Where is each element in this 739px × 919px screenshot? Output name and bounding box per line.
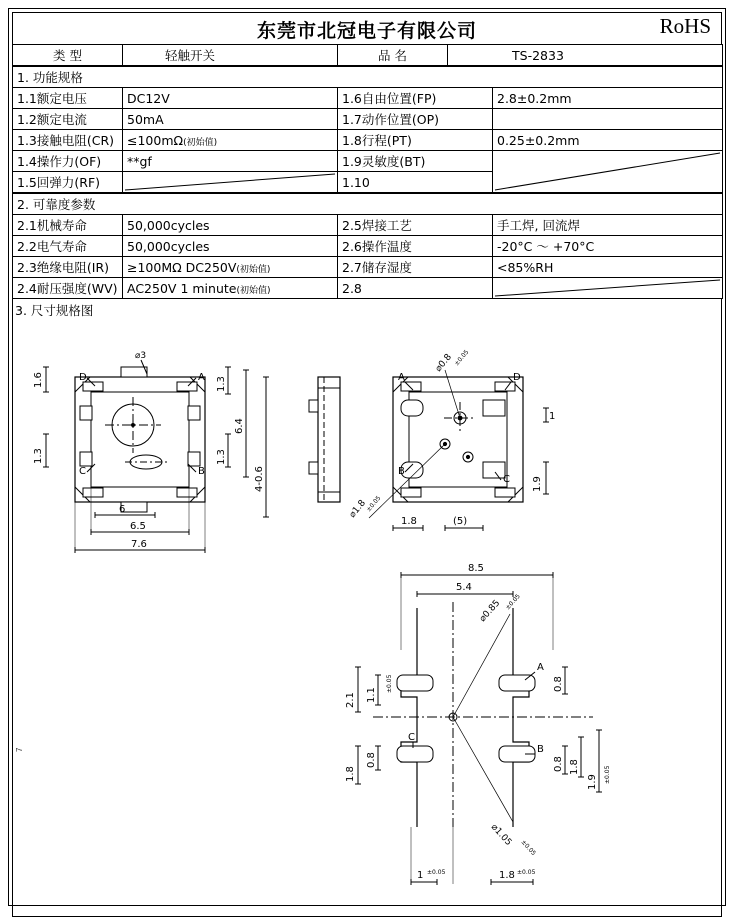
row-value: 手工焊, 回流焊 xyxy=(493,215,723,236)
svg-text:D: D xyxy=(79,372,87,383)
row-value: 50mA xyxy=(123,109,338,130)
table-row xyxy=(13,88,723,109)
empty-slash-cell xyxy=(493,278,723,299)
table-row xyxy=(13,278,723,299)
row-label: 1.10 xyxy=(338,172,493,193)
svg-text:4-0.6: 4-0.6 xyxy=(254,466,265,492)
svg-text:1: 1 xyxy=(549,411,556,422)
name-value: TS-2833 xyxy=(448,45,723,66)
svg-text:(5): (5) xyxy=(453,516,468,527)
row-value: <85%RH xyxy=(493,257,723,278)
table-row xyxy=(13,257,723,278)
section1-title-row xyxy=(13,67,723,88)
row-value: 0.25±0.2mm xyxy=(493,130,723,151)
svg-text:B: B xyxy=(398,466,405,477)
section1-title: 1. 功能规格 xyxy=(13,67,723,88)
page-mark: 7 xyxy=(15,747,24,752)
empty-slash-cell xyxy=(493,151,723,193)
svg-text:A: A xyxy=(398,372,405,383)
svg-text:1.1: 1.1 xyxy=(366,687,377,703)
section3-title: 3. 尺寸规格图 xyxy=(15,303,94,318)
row-label: 1.7动作位置(OP) xyxy=(338,109,493,130)
section2-title-row xyxy=(13,194,723,215)
svg-text:1.8: 1.8 xyxy=(499,870,515,881)
row-label: 2.4耐压强度(WV) xyxy=(13,278,123,299)
view-top xyxy=(33,351,269,553)
table-row xyxy=(13,130,723,151)
table-row xyxy=(13,236,723,257)
view-bottom-right xyxy=(348,349,556,531)
svg-text:6: 6 xyxy=(119,504,126,515)
row-value: -20°C 〜 +70°C xyxy=(493,236,723,257)
row-label: 1.5回弹力(RF) xyxy=(13,172,123,193)
svg-text:±0.05: ±0.05 xyxy=(519,838,538,858)
row-label: 1.9灵敏度(BT) xyxy=(338,151,493,172)
svg-text:1.8: 1.8 xyxy=(401,516,417,527)
svg-text:1.9: 1.9 xyxy=(532,476,543,492)
empty-slash-cell xyxy=(123,172,338,193)
svg-text:⌀0.8: ⌀0.8 xyxy=(433,352,454,374)
type-label: 类 型 xyxy=(13,45,123,66)
svg-text:A: A xyxy=(198,372,205,383)
row-label: 2.3绝缘电阻(IR) xyxy=(13,257,123,278)
table-row xyxy=(13,109,723,130)
row-label: 1.6自由位置(FP) xyxy=(338,88,493,109)
svg-text:C: C xyxy=(503,474,510,485)
svg-text:±0.05: ±0.05 xyxy=(453,348,471,368)
type-value: 轻触开关 xyxy=(123,45,338,66)
svg-text:6.5: 6.5 xyxy=(130,521,146,532)
view-bottom xyxy=(345,563,611,885)
svg-text:⌀1.05: ⌀1.05 xyxy=(488,822,514,848)
row-value: ≥100MΩ DC250V(初始值) xyxy=(123,257,338,278)
svg-text:±0.05: ±0.05 xyxy=(604,765,611,784)
table-row xyxy=(13,45,723,66)
svg-text:1.8: 1.8 xyxy=(345,766,356,782)
svg-text:1: 1 xyxy=(417,870,424,881)
svg-text:⌀0.85: ⌀0.85 xyxy=(477,598,503,625)
row-value: AC250V 1 minute(初始值) xyxy=(123,278,338,299)
rohs-mark: RoHS xyxy=(659,14,711,38)
row-label: 1.3接触电阻(CR) xyxy=(13,130,123,151)
row-label: 2.2电气寿命 xyxy=(13,236,123,257)
svg-text:D: D xyxy=(513,372,521,383)
svg-text:C: C xyxy=(79,466,86,477)
svg-text:⌀3: ⌀3 xyxy=(135,351,147,361)
row-label: 2.5焊接工艺 xyxy=(338,215,493,236)
svg-text:⌀1.8: ⌀1.8 xyxy=(347,498,368,520)
svg-text:A: A xyxy=(537,662,544,673)
row-label: 1.1额定电压 xyxy=(13,88,123,109)
section1-table xyxy=(12,66,723,193)
svg-text:1.3: 1.3 xyxy=(216,449,227,465)
row-value: DC12V xyxy=(123,88,338,109)
svg-text:1.6: 1.6 xyxy=(33,372,44,388)
svg-text:C: C xyxy=(408,732,415,743)
svg-text:2.1: 2.1 xyxy=(345,692,356,708)
row-value: **gf xyxy=(123,151,338,172)
svg-text:1.9: 1.9 xyxy=(587,774,598,790)
document-header xyxy=(12,12,722,44)
row-label: 2.1机械寿命 xyxy=(13,215,123,236)
section2-table xyxy=(12,193,723,299)
svg-text:6.4: 6.4 xyxy=(234,418,245,434)
section3-title-bar xyxy=(12,299,722,322)
row-value: 2.8±0.2mm xyxy=(493,88,723,109)
row-value: 50,000cycles xyxy=(123,215,338,236)
row-label: 1.4操作力(OF) xyxy=(13,151,123,172)
svg-text:±0.05: ±0.05 xyxy=(517,869,536,876)
row-value: 50,000cycles xyxy=(123,236,338,257)
mechanical-drawings xyxy=(13,322,721,915)
company-name: 东莞市北冠电子有限公司 xyxy=(256,20,477,42)
svg-text:0.8: 0.8 xyxy=(366,752,377,768)
svg-text:±0.05: ±0.05 xyxy=(504,592,522,612)
row-label: 1.2额定电流 xyxy=(13,109,123,130)
row-label: 2.7储存湿度 xyxy=(338,257,493,278)
identification-table xyxy=(12,44,723,66)
row-label: 1.8行程(PT) xyxy=(338,130,493,151)
svg-text:0.8: 0.8 xyxy=(553,756,564,772)
svg-text:8.5: 8.5 xyxy=(468,563,484,574)
row-value xyxy=(493,109,723,130)
svg-text:B: B xyxy=(537,744,544,755)
section2-title: 2. 可靠度参数 xyxy=(13,194,723,215)
svg-text:5.4: 5.4 xyxy=(456,582,472,593)
svg-text:1.3: 1.3 xyxy=(216,376,227,392)
svg-text:±0.05: ±0.05 xyxy=(365,494,383,514)
svg-text:B: B xyxy=(198,466,205,477)
view-side-profile xyxy=(309,377,340,502)
table-row xyxy=(13,215,723,236)
svg-text:±0.05: ±0.05 xyxy=(386,674,393,693)
svg-text:±0.05: ±0.05 xyxy=(427,869,446,876)
table-row xyxy=(13,151,723,172)
dimension-drawing-area xyxy=(12,322,722,917)
svg-text:7.6: 7.6 xyxy=(131,539,147,550)
name-label: 品 名 xyxy=(338,45,448,66)
row-value: ≤100mΩ(初始值) xyxy=(123,130,338,151)
page-content xyxy=(12,12,722,902)
row-label: 2.8 xyxy=(338,278,493,299)
row-label: 2.6操作温度 xyxy=(338,236,493,257)
svg-text:1.8: 1.8 xyxy=(569,759,580,775)
svg-text:1.3: 1.3 xyxy=(33,448,44,464)
svg-text:0.8: 0.8 xyxy=(553,676,564,692)
